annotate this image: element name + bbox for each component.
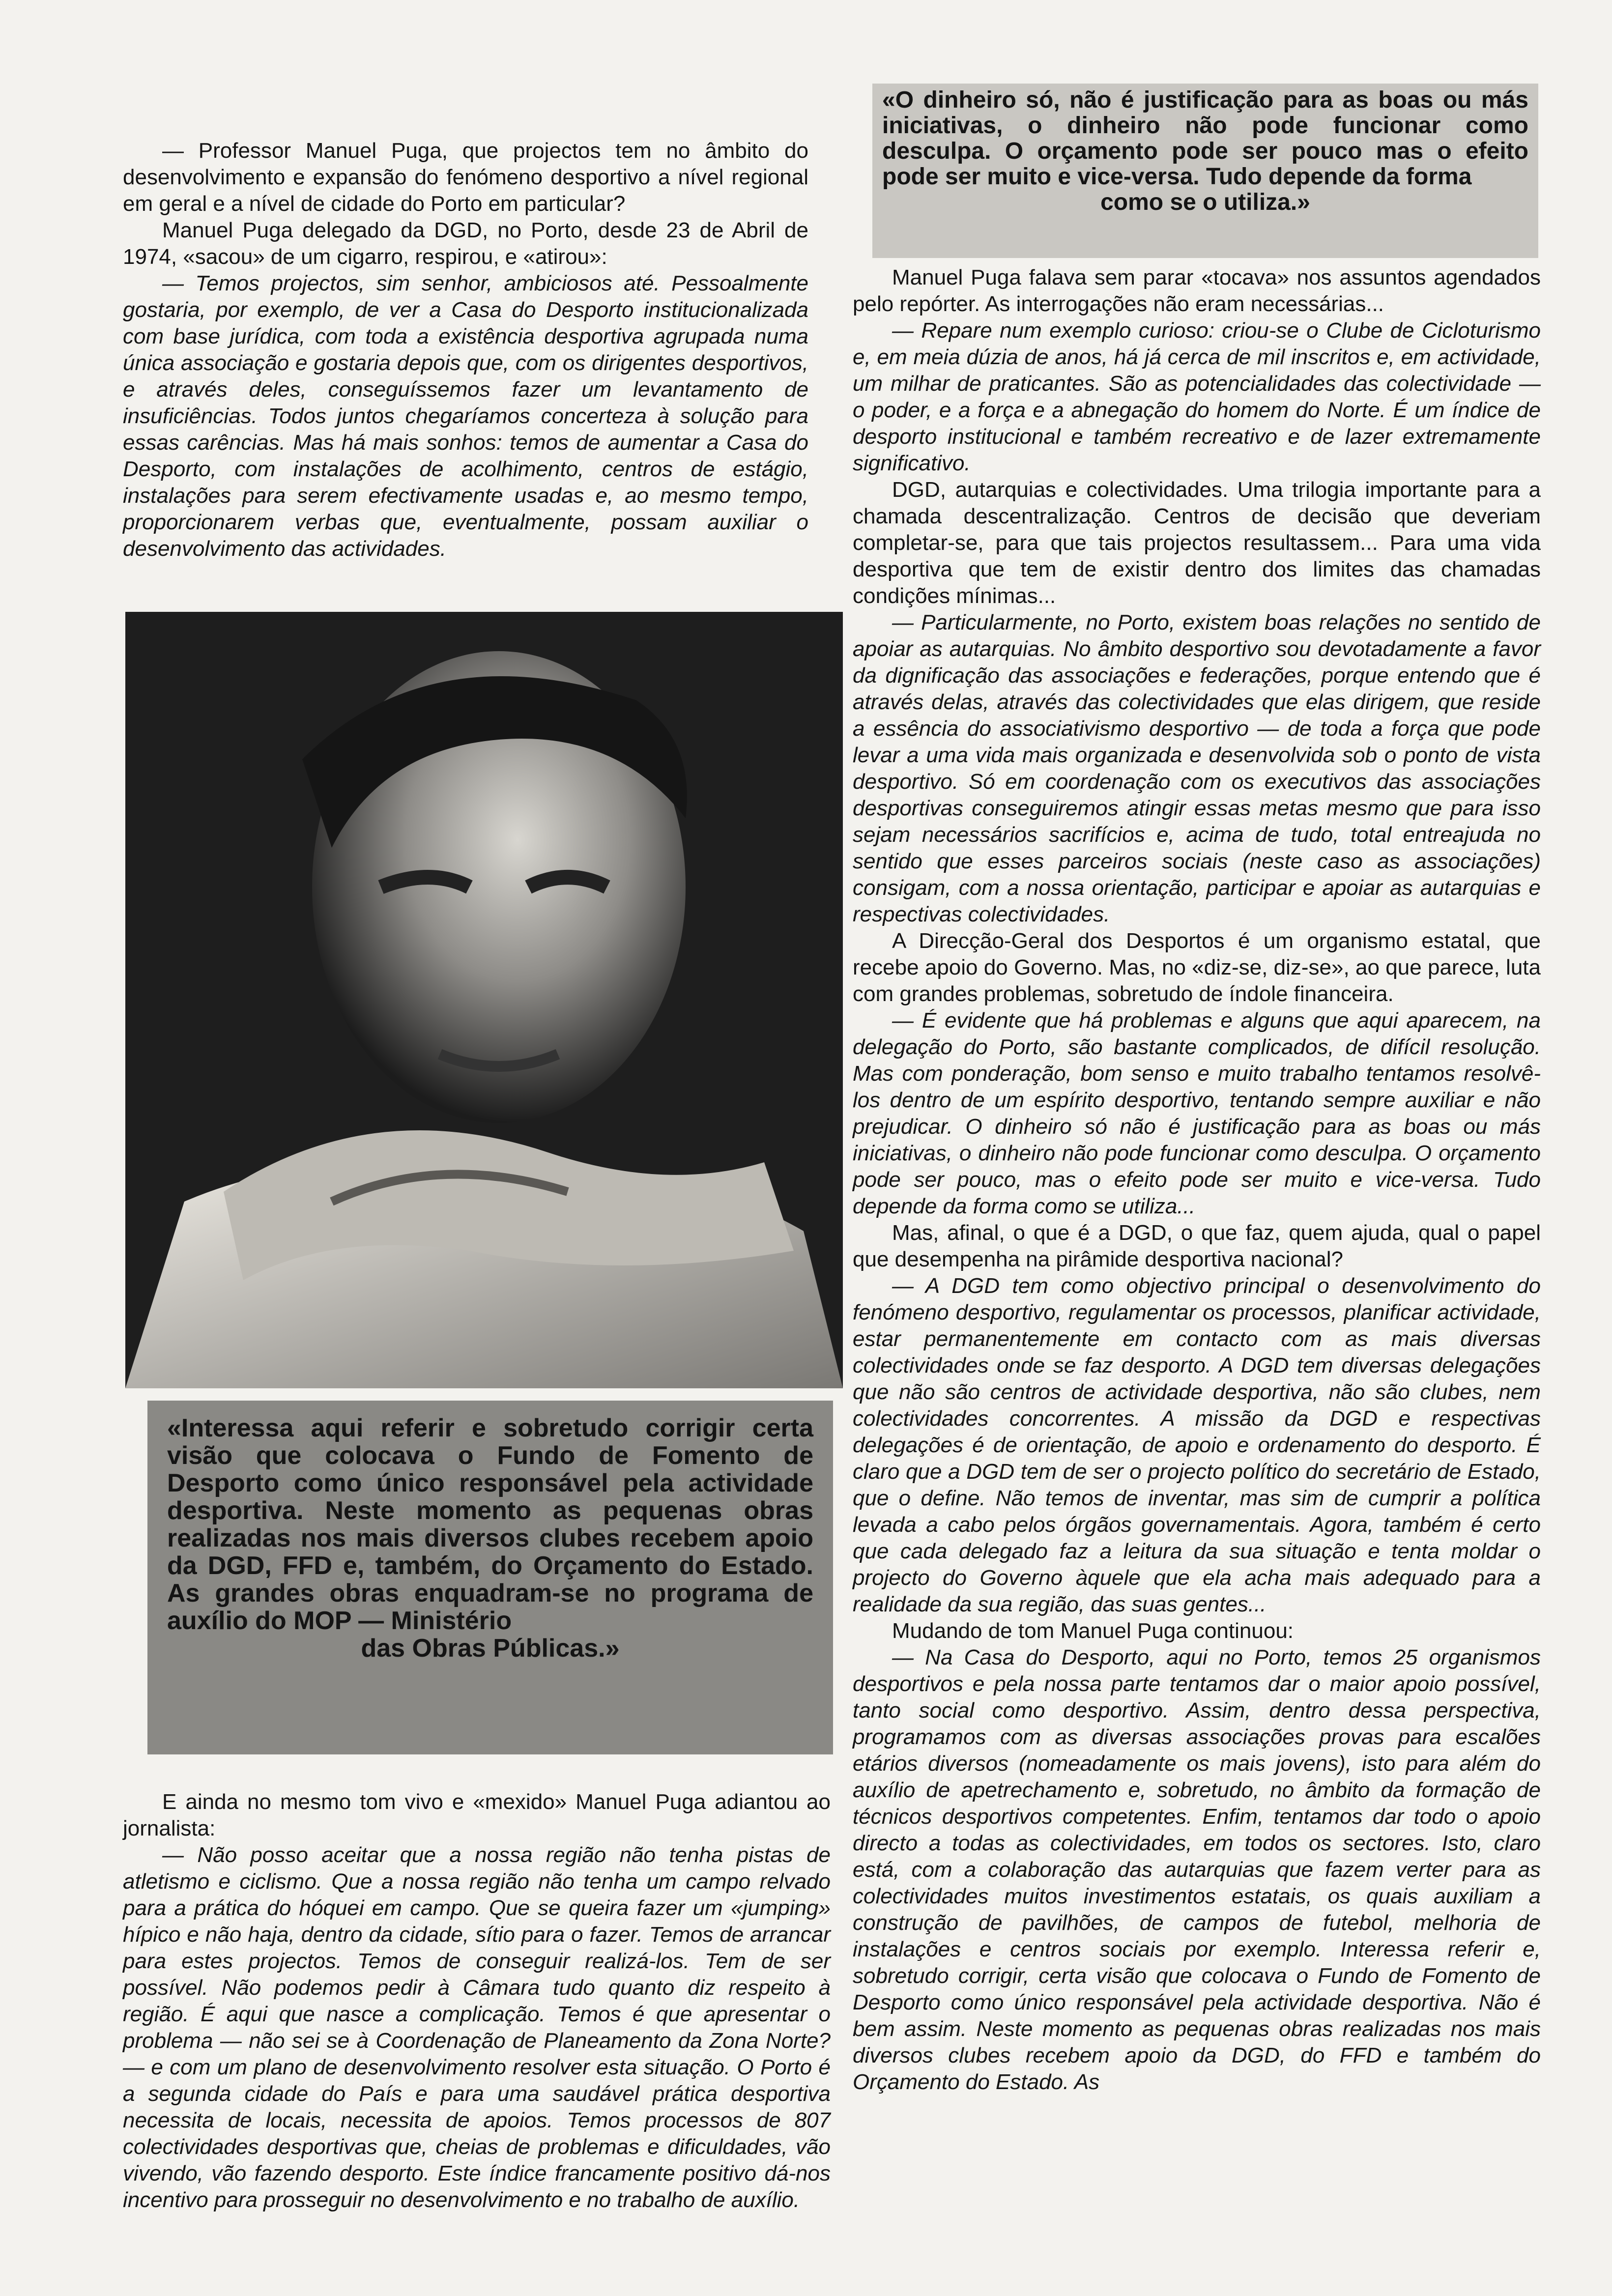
pull-quote-bottom: [147, 1401, 833, 1754]
paragraph: — Repare num exemplo curioso: criou-se o Clube de Cicloturismo e, em meia dúzia de anos, há já cerca de mil inscritos e, em actividade, um milhar de praticantes. São as potencialidades das colectividade — o poder, e a força e a abnegação do homem do Norte. É um índice de desporto institucional e também recreativo e de lazer extremamente significativo.: [853, 318, 1541, 475]
paragraph: — A DGD tem como objectivo principal o desenvolvimento do fenómeno desportivo, regulamentar os processos, planificar actividade, estar permanentemente em contacto com as mais diversas colectividades onde se faz desporto. A DGD tem diversas delegações que não são centros de actividade desportiva, não são clubes, nem colectividades concorrentes. A missão da DGD e respectivas delegações é de orientação, de apoio e ordenamento do desporto. É claro que a DGD tem de ser o projecto político do secretário de Estado, que o define. Não temos de inventar, mas sim de cumprir a política levada a cabo pelos órgãos governamentais. Agora, também é certo que cada delegado faz a leitura da sua situação e tenta moldar o projecto do Governo àquele que ela acha mais adequado para a realidade da sua região, das suas gentes...: [853, 1274, 1541, 1616]
portrait-photo: [125, 612, 843, 1388]
paragraph: — Na Casa do Desporto, aqui no Porto, temos 25 organismos desportivos e pela nossa parte tentamos dar o maior apoio possível, tanto social como desportivo. Assim, dentro dessa perspectiva, programamos com as diversas associações provas para escalões etários diversos (nomeadamente os mais jovens), isto para além do auxílio de apetrechamento e, sobretudo, no âmbito da formação de técnicos desportivos competentes. Enfim, tentamos dar todo o apoio directo a todas as colectividades, em todos os sectores. Isto, claro está, com a colaboração das autarquias que fazem verter para as colectividades muitos investimentos estatais, os quais auxiliam a construção de pavilhões, de campos de futebol, melhoria de instalações e centros sociais por exemplo. Interessa referir e, sobretudo corrigir, certa visão que colocava o Fundo de Fomento de Desporto como único responsável pela actividade desportiva. Não é bem assim. Neste momento as pequenas obras realizadas nos mais diversos clubes recebem apoio da DGD, do FFD e também do Orçamento do Estado. As: [853, 1645, 1541, 2094]
paragraph: E ainda no mesmo tom vivo e «mexido» Manuel Puga adiantou ao jornalista:: [123, 1790, 831, 1840]
paragraph: Mas, afinal, o que é a DGD, o que faz, quem ajuda, qual o papel que desempenha na pirâmide desportiva nacional?: [853, 1221, 1541, 1271]
paragraph: — Particularmente, no Porto, existem boas relações no sentido de apoiar as autarquias. No âmbito desportivo sou devotadamente a favor da dignificação das associações e federações, porque entendo que é através delas, através das colectividades que elas dirigem, que reside a essência do associativismo desportivo — de toda a força que pode levar a uma vida mais organizada e desenvolvida sob o ponto de vista desportivo. Só em coordenação com os executivos das associações desportivas conseguiremos atingir essas metas mesmo que para isso sejam necessários sacrifícios e, acima de tudo, total entreajuda no sentido que esses parceiros sociais (neste caso as associações) consigam, com a nossa orientação, participar e apoiar as autarquias e respectivas colectividades.: [853, 610, 1541, 926]
paragraph: Manuel Puga falava sem parar «tocava» nos assuntos agendados pelo repórter. As interrogações não eram necessárias...: [853, 265, 1541, 316]
pull-quote-top: [872, 84, 1538, 258]
article-column-right: [853, 264, 1541, 2095]
paragraph: — Não posso aceitar que a nossa região não tenha pistas de atletismo e ciclismo. Que a nossa região não tenha um campo relvado para a prática do hóquei em campo. Que se queira fazer um «jumping» hípico e não haja, dentro da cidade, sítio para o fazer. Temos de arrancar para estes projectos. Temos de conseguir realizá-los. Tem de ser possível. Não podemos pedir à Câmara tudo quanto diz respeito à região. É aqui que nasce a complicação. Temos é que apresentar o problema — não sei se à Coordenação de Planeamento da Zona Norte? — e com um plano de desenvolvimento resolver esta situação. O Porto é a segunda cidade do País e para uma saudável prática desportiva necessita de locais, necessita de apoios. Temos processos de 807 colectividades desportivas que, cheias de problemas e dificuldades, vão vivendo, vão fazendo desporto. Este índice francamente positivo dá-nos incentivo para prosseguir no desenvolvimento e no trabalho de auxílio.: [123, 1843, 831, 2212]
pull-quote-bottom-body: «Interessa aqui referir e sobretudo corrigir certa visão que colocava o Fundo de Fomento de Desporto como único responsável pela actividade desportiva. Neste momento as pequenas obras realizadas nos mais diversos clubes recebem apoio da DGD, FFD e, também, do Orçamento do Estado. As grandes obras enquadram-se no programa de auxílio do MOP — Ministério: [167, 1414, 813, 1635]
paragraph: Manuel Puga delegado da DGD, no Porto, desde 23 de Abril de 1974, «sacou» de um cigarro, respirou, e «atirou»:: [123, 218, 808, 269]
article-column-left-bottom: [123, 1789, 831, 2213]
paragraph: DGD, autarquias e colectividades. Uma trilogia importante para a chamada descentralização. Centros de decisão que deveriam completar-se, para que tais projectos resultassem... Para uma vida desportiva que tem de existir dentro dos limites das chamadas condições mínimas...: [853, 478, 1541, 608]
paragraph: — Temos projectos, sim senhor, ambiciosos até. Pessoalmente gostaria, por exemplo, de ver a Casa do Desporto institucionalizada com base jurídica, com toda a existência desportiva agrupada numa única associação e gostaria depois que, com os dirigentes desportivos, e através deles, conseguíssemos fazer um levantamento de insuficiências. Todos juntos chegaríamos concerteza à solução para essas carências. Mas há mais sonhos: temos de aumentar a Casa do Desporto, com instalações de acolhimento, centros de estágio, instalações para serem efectivamente usadas e, ao mesmo tempo, proporcionarem verbas que, eventualmente, possam auxiliar o desenvolvimento das actividades.: [123, 271, 808, 561]
paragraph: — Professor Manuel Puga, que projectos tem no âmbito do desenvolvimento e expansão do fenómeno desportivo a nível regional em geral e a nível de cidade do Porto em particular?: [123, 139, 808, 216]
portrait-photo-illustration: [125, 612, 843, 1388]
pull-quote-top-body: «O dinheiro só, não é justificação para as boas ou más iniciativas, o dinheiro não pode funcionar como desculpa. O orçamento pode ser pouco mas o efeito pode ser muito e vice-versa. Tudo depende da forma: [882, 87, 1528, 190]
paragraph: Mudando de tom Manuel Puga continuou:: [892, 1619, 1294, 1643]
article-column-left-top: [123, 138, 808, 562]
pull-quote-bottom-last-line: das Obras Públicas.»: [361, 1634, 620, 1663]
pull-quote-top-last-line: como se o utiliza.»: [1100, 189, 1310, 215]
paragraph: — É evidente que há problemas e alguns que aqui aparecem, na delegação do Porto, são bastante complicados, de difícil resolução. Mas com ponderação, bom senso e muito trabalho tentamos resolvê-los dentro de um espírito desportivo, tentando sempre auxiliar e não prejudicar. O dinheiro só não é justificação para as boas ou más iniciativas, o dinheiro não pode funcionar como desculpa. O orçamento pode ser pouco, mas o efeito pode ser muito e vice-versa. Tudo depende da forma como se utiliza...: [853, 1008, 1541, 1218]
paragraph: A Direcção-Geral dos Desportos é um organismo estatal, que recebe apoio do Governo. Mas, no «diz-se, diz-se», ao que parece, luta com grandes problemas, sobretudo de índole financeira.: [853, 929, 1541, 1006]
